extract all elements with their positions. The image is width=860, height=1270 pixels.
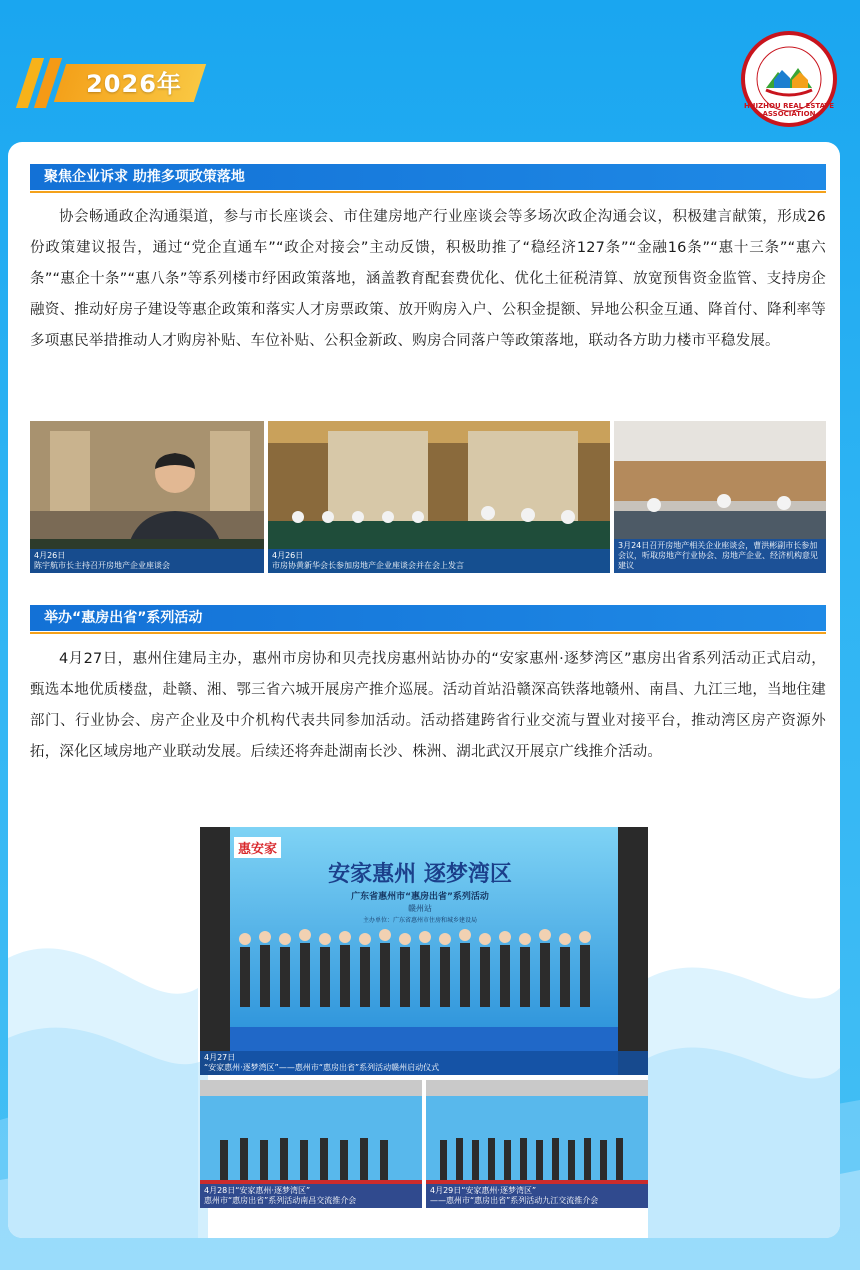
section-body-policy: 协会畅通政企沟通渠道，参与市长座谈会、市住建房地产行业座谈会等多场次政企沟通会议，积极建言献策，形成26份政策建议报告，通过“党企直通车”“政企对接会”主动反馈，积极助推了“稳经济127条”“金融16条”“惠十三条”“惠六条”“惠企十条”“惠八条”等系列楼市纾困政策落地，涵盖教育配套费优化、优化土征税清算、放宽预售资金监管、支持房企融资、推动好房子建设等惠企政策和落实人才房票政策、放开购房入户、公积金提额、异地公积金互通、降首付、降利率等多项惠民举措推动人才购房补贴、车位补贴、公积金新政、购房合同落户等政策落地，联动各方助力楼市平稳发展。 bbox=[30, 209, 826, 349]
photo-caption-text: “安家惠州·逐梦湾区”——惠州市“惠房出省”系列活动赣州启动仪式 bbox=[204, 1063, 440, 1072]
banner-host: 主办单位：广东省惠州市住房和城乡建设局 bbox=[362, 917, 477, 924]
section-body-event: 4月27日，惠州住建局主办，惠州市房协和贝壳找房惠州站协办的“安家惠州·逐梦湾区”惠房出省系列活动正式启动，甄选本地优质楼盘，赴赣、湘、鄂三省六城开展房产推介巡展。活动首站沿赣深高铁落地赣州、南昌、九江三地，当地住建部门、行业协会、房产企业及中介机构代表共同参加活动。活动搭建跨省行业交流与置业对接平台，推动湾区房产资源外拓，深化区域房地产业联动发展。后续还将奔赴湖南长沙、株洲、湖北武汉开展京广线推介活动。 bbox=[30, 651, 826, 760]
photo-caption-text: 市房协黄新华会长参加房地产企业座谈会并在会上发言 bbox=[272, 561, 464, 570]
photo-caption-text: 惠州市“惠房出省”系列活动南昌交流推介会 bbox=[204, 1196, 357, 1205]
banner-subtitle: 广东省惠州市“惠房出省”系列活动 bbox=[351, 892, 489, 902]
logo-text: HUIZHOU REAL ESTATE ASSOCIATION bbox=[743, 102, 835, 118]
photo-caption bbox=[200, 1051, 648, 1075]
photo-vice-mayor-meeting bbox=[614, 421, 826, 573]
year-banner bbox=[16, 56, 206, 110]
photo-date: 4月27日 bbox=[204, 1053, 236, 1062]
photo-date: 4月26日 bbox=[34, 551, 66, 560]
photo-launch-ceremony bbox=[200, 827, 648, 1075]
photo-association-speech bbox=[268, 421, 610, 573]
section-title-event: 举办“惠房出省”系列活动 bbox=[30, 605, 826, 631]
association-logo-icon bbox=[740, 30, 838, 128]
photo-caption-text: 3月24日召开房地产相关企业座谈会，曹洪彬副市长参加会议，听取房地产行业协会、房地产企业、经济机构意见建议 bbox=[618, 541, 818, 570]
content-card bbox=[8, 142, 840, 1238]
banner-headline: 安家惠州 逐梦湾区 bbox=[328, 861, 512, 887]
year-label: 2026年 bbox=[86, 70, 182, 98]
photo-nanchang-event bbox=[200, 1080, 422, 1208]
photo-caption-text: ——惠州市“惠房出省”系列活动九江交流推介会 bbox=[430, 1196, 599, 1205]
photo-caption bbox=[268, 549, 610, 573]
photo-date: 4月28日“安家惠州·逐梦湾区” bbox=[204, 1186, 311, 1195]
photo-date: 4月29日“安家惠州·逐梦湾区” bbox=[430, 1186, 537, 1195]
photo-caption bbox=[426, 1184, 648, 1208]
section-title-policy: 聚焦企业诉求 助推多项政策落地 bbox=[30, 164, 826, 190]
photo-caption-text: 陈宇航市长主持召开房地产企业座谈会 bbox=[34, 561, 170, 570]
photo-caption bbox=[30, 549, 264, 573]
photo-mayor-meeting bbox=[30, 421, 264, 573]
banner-station: 赣州站 bbox=[408, 904, 432, 913]
photo-caption bbox=[200, 1184, 422, 1208]
photo-jiujiang-event bbox=[426, 1080, 648, 1208]
photo-date: 4月26日 bbox=[272, 551, 304, 560]
photo-caption bbox=[614, 539, 826, 573]
banner-brand: 惠安家 bbox=[234, 837, 281, 858]
